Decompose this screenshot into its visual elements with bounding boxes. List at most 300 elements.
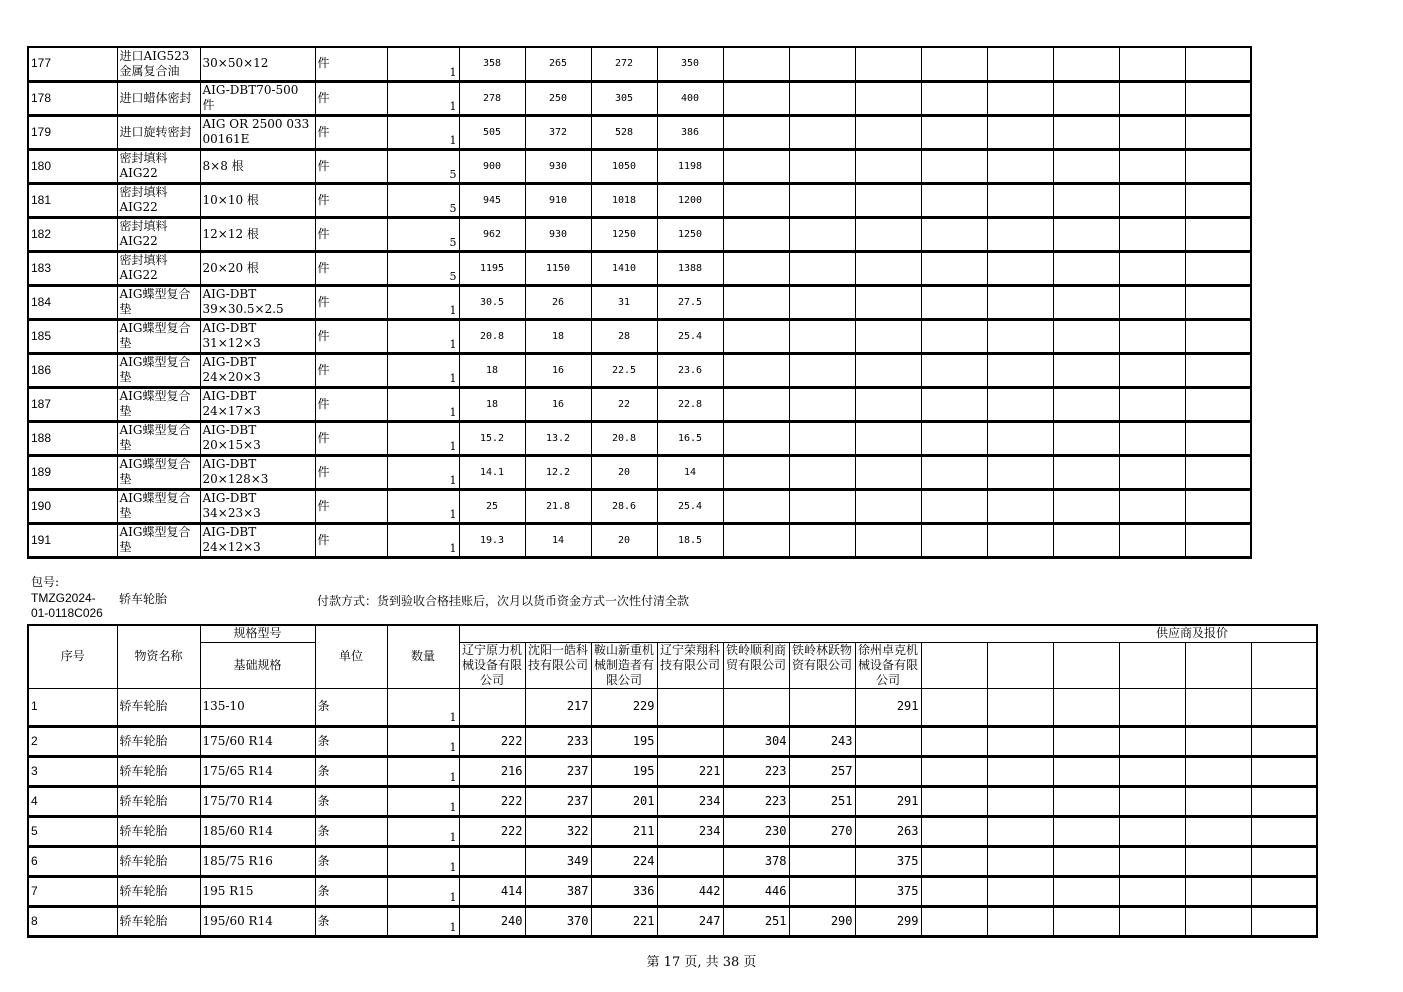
- row-index: 189: [28, 455, 117, 489]
- empty-cell: [1185, 688, 1251, 726]
- empty-cell: [987, 421, 1053, 455]
- row-index: 3: [28, 756, 117, 786]
- supplier-header: 徐州卓克机械设备有限公司: [855, 642, 921, 688]
- row-spec: 8×8 根: [200, 149, 315, 183]
- empty-cell: [789, 387, 855, 421]
- empty-cell: [1053, 756, 1119, 786]
- header-index: 序号: [28, 625, 117, 688]
- row-price: 962: [459, 217, 525, 251]
- empty-cell: [723, 455, 789, 489]
- row-price: [459, 688, 525, 726]
- empty-cell: [921, 876, 987, 906]
- empty-cell: [1119, 251, 1185, 285]
- empty-cell: [987, 387, 1053, 421]
- empty-cell: [1119, 489, 1185, 523]
- empty-cell: [789, 421, 855, 455]
- row-price: 372: [525, 115, 591, 149]
- row-price: 18: [525, 319, 591, 353]
- empty-cell: [921, 353, 987, 387]
- row-qty: 1: [387, 319, 459, 353]
- row-price: [789, 876, 855, 906]
- row-price: 211: [591, 816, 657, 846]
- row-unit: 件: [315, 489, 387, 523]
- row-price: 446: [723, 876, 789, 906]
- empty-cell: [987, 756, 1053, 786]
- empty-cell: [921, 421, 987, 455]
- row-price: 378: [723, 846, 789, 876]
- row-price: 1198: [657, 149, 723, 183]
- row-spec: 135-10: [200, 688, 315, 726]
- table-row: [28, 688, 1317, 726]
- empty-cell: [723, 115, 789, 149]
- empty-cell: [987, 523, 1053, 557]
- row-spec: AIG-DBT70-500 件: [200, 81, 315, 115]
- empty-cell: [1119, 523, 1185, 557]
- row-unit: 件: [315, 149, 387, 183]
- row-name: AIG蝶型复合垫: [117, 455, 200, 489]
- row-spec: 175/65 R14: [200, 756, 315, 786]
- empty-cell: [921, 756, 987, 786]
- empty-cell: [1251, 688, 1317, 726]
- empty-cell: [987, 217, 1053, 251]
- row-spec: 195/60 R14: [200, 906, 315, 936]
- supplier-header: 沈阳一皓科技有限公司: [525, 642, 591, 688]
- row-name: AIG蝶型复合垫: [117, 489, 200, 523]
- header-qty: 数量: [387, 625, 459, 688]
- empty-cell: [921, 642, 987, 688]
- row-qty: 5: [387, 251, 459, 285]
- tire-quote-table: [27, 624, 1318, 938]
- row-qty: 1: [387, 421, 459, 455]
- empty-cell: [987, 846, 1053, 876]
- row-price: 22: [591, 387, 657, 421]
- row-price: 20: [591, 455, 657, 489]
- empty-cell: [987, 115, 1053, 149]
- empty-cell: [855, 285, 921, 319]
- row-price: 387: [525, 876, 591, 906]
- row-price: 22.5: [591, 353, 657, 387]
- table-row: [28, 489, 1251, 523]
- row-price: 243: [789, 726, 855, 756]
- row-price: 263: [855, 816, 921, 846]
- empty-cell: [1251, 786, 1317, 816]
- table-row: [28, 906, 1317, 936]
- empty-cell: [921, 251, 987, 285]
- row-spec: 10×10 根: [200, 183, 315, 217]
- row-spec: 185/75 R16: [200, 846, 315, 876]
- row-price: 247: [657, 906, 723, 936]
- row-unit: 件: [315, 183, 387, 217]
- row-price: 20.8: [591, 421, 657, 455]
- row-price: 221: [591, 906, 657, 936]
- row-price: 414: [459, 876, 525, 906]
- empty-cell: [1053, 906, 1119, 936]
- empty-cell: [1053, 726, 1119, 756]
- empty-cell: [855, 455, 921, 489]
- empty-cell: [921, 816, 987, 846]
- empty-cell: [855, 319, 921, 353]
- empty-cell: [789, 47, 855, 81]
- empty-cell: [987, 786, 1053, 816]
- row-price: 250: [525, 81, 591, 115]
- row-qty: 1: [387, 786, 459, 816]
- row-price: 230: [723, 816, 789, 846]
- empty-cell: [987, 47, 1053, 81]
- empty-cell: [1119, 846, 1185, 876]
- empty-cell: [1119, 285, 1185, 319]
- quote-table-continued: [27, 46, 1252, 559]
- empty-cell: [789, 455, 855, 489]
- empty-cell: [1185, 387, 1251, 421]
- row-price: 1410: [591, 251, 657, 285]
- row-price: 221: [657, 756, 723, 786]
- row-price: 16: [525, 353, 591, 387]
- empty-cell: [1053, 319, 1119, 353]
- empty-cell: [1119, 688, 1185, 726]
- empty-cell: [987, 285, 1053, 319]
- empty-cell: [723, 81, 789, 115]
- empty-cell: [987, 455, 1053, 489]
- empty-cell: [921, 319, 987, 353]
- empty-cell: [987, 353, 1053, 387]
- empty-cell: [1119, 217, 1185, 251]
- row-qty: 1: [387, 523, 459, 557]
- row-name: 轿车轮胎: [117, 906, 200, 936]
- header-spec-group: 规格型号: [200, 625, 315, 642]
- empty-cell: [1251, 642, 1317, 688]
- supplier-header: 辽宁荣翔科技有限公司: [657, 642, 723, 688]
- row-price: 16: [525, 387, 591, 421]
- empty-cell: [789, 251, 855, 285]
- row-spec: 175/60 R14: [200, 726, 315, 756]
- table-row: [28, 876, 1317, 906]
- row-unit: 条: [315, 688, 387, 726]
- empty-cell: [855, 353, 921, 387]
- empty-cell: [855, 421, 921, 455]
- header-suppliers-group: 供应商及报价: [459, 625, 1317, 642]
- row-price: 930: [525, 149, 591, 183]
- empty-cell: [921, 285, 987, 319]
- row-price: 18.5: [657, 523, 723, 557]
- row-price: 299: [855, 906, 921, 936]
- row-price: [657, 726, 723, 756]
- row-index: 183: [28, 251, 117, 285]
- row-spec: AIG-DBT 24×20×3: [200, 353, 315, 387]
- row-price: [789, 846, 855, 876]
- empty-cell: [789, 217, 855, 251]
- table-row: [28, 183, 1251, 217]
- empty-cell: [789, 183, 855, 217]
- empty-cell: [987, 876, 1053, 906]
- table-row: [28, 421, 1251, 455]
- empty-cell: [723, 353, 789, 387]
- table-row: [28, 726, 1317, 756]
- empty-cell: [855, 149, 921, 183]
- row-price: 16.5: [657, 421, 723, 455]
- empty-cell: [1251, 756, 1317, 786]
- empty-cell: [1053, 816, 1119, 846]
- empty-cell: [1185, 786, 1251, 816]
- row-name: AIG蝶型复合垫: [117, 285, 200, 319]
- row-price: 21.8: [525, 489, 591, 523]
- row-price: 336: [591, 876, 657, 906]
- row-price: 1018: [591, 183, 657, 217]
- row-qty: 1: [387, 756, 459, 786]
- empty-cell: [1053, 846, 1119, 876]
- row-price: 195: [591, 756, 657, 786]
- row-price: 237: [525, 756, 591, 786]
- row-price: 1250: [591, 217, 657, 251]
- empty-cell: [1185, 353, 1251, 387]
- empty-cell: [855, 47, 921, 81]
- row-index: 7: [28, 876, 117, 906]
- empty-cell: [921, 523, 987, 557]
- table-row: [28, 149, 1251, 183]
- row-index: 188: [28, 421, 117, 455]
- row-price: 1250: [657, 217, 723, 251]
- row-unit: 条: [315, 906, 387, 936]
- empty-cell: [1251, 846, 1317, 876]
- table-row: [28, 319, 1251, 353]
- empty-cell: [723, 285, 789, 319]
- row-price: 28: [591, 319, 657, 353]
- table-row: [28, 217, 1251, 251]
- table-row: [28, 251, 1251, 285]
- empty-cell: [1053, 81, 1119, 115]
- row-name: 轿车轮胎: [117, 816, 200, 846]
- empty-cell: [1053, 642, 1119, 688]
- table-row: [28, 455, 1251, 489]
- empty-cell: [855, 183, 921, 217]
- row-name: AIG蝶型复合垫: [117, 353, 200, 387]
- table-row: [28, 285, 1251, 319]
- row-spec: 20×20 根: [200, 251, 315, 285]
- row-index: 4: [28, 786, 117, 816]
- row-qty: 1: [387, 846, 459, 876]
- row-name: 密封填料AIG22: [117, 251, 200, 285]
- row-price: 217: [525, 688, 591, 726]
- empty-cell: [921, 387, 987, 421]
- table-row: [28, 81, 1251, 115]
- row-unit: 件: [315, 47, 387, 81]
- row-price: 270: [789, 816, 855, 846]
- empty-cell: [1053, 786, 1119, 816]
- row-spec: AIG-DBT 34×23×3: [200, 489, 315, 523]
- package-label: 包号:: [31, 575, 60, 589]
- table-row: [28, 115, 1251, 149]
- empty-cell: [987, 489, 1053, 523]
- empty-cell: [1053, 455, 1119, 489]
- row-spec: AIG-DBT 24×17×3: [200, 387, 315, 421]
- empty-cell: [1119, 47, 1185, 81]
- empty-cell: [855, 387, 921, 421]
- empty-cell: [1053, 251, 1119, 285]
- empty-cell: [1053, 489, 1119, 523]
- row-price: 350: [657, 47, 723, 81]
- row-index: 182: [28, 217, 117, 251]
- empty-cell: [1185, 217, 1251, 251]
- header-unit: 单位: [315, 625, 387, 688]
- empty-cell: [921, 455, 987, 489]
- row-price: 224: [591, 846, 657, 876]
- row-price: [789, 688, 855, 726]
- row-price: [855, 756, 921, 786]
- row-spec: AIG-DBT 20×128×3: [200, 455, 315, 489]
- empty-cell: [723, 421, 789, 455]
- package-code-line2: 01-0118C026: [31, 606, 103, 620]
- empty-cell: [1185, 285, 1251, 319]
- empty-cell: [1119, 906, 1185, 936]
- row-unit: 件: [315, 115, 387, 149]
- empty-cell: [1053, 688, 1119, 726]
- empty-cell: [1185, 47, 1251, 81]
- row-name: AIG蝶型复合垫: [117, 319, 200, 353]
- supplier-header: 鞍山新重机械制造者有限公司: [591, 642, 657, 688]
- row-price: 251: [789, 786, 855, 816]
- row-price: [855, 726, 921, 756]
- empty-cell: [1119, 353, 1185, 387]
- row-price: 25.4: [657, 319, 723, 353]
- empty-cell: [723, 387, 789, 421]
- empty-cell: [987, 149, 1053, 183]
- row-name: AIG蝶型复合垫: [117, 523, 200, 557]
- empty-cell: [1053, 183, 1119, 217]
- empty-cell: [921, 906, 987, 936]
- row-price: 26: [525, 285, 591, 319]
- row-spec: 12×12 根: [200, 217, 315, 251]
- row-unit: 件: [315, 387, 387, 421]
- empty-cell: [789, 285, 855, 319]
- row-qty: 1: [387, 906, 459, 936]
- row-unit: 条: [315, 876, 387, 906]
- row-unit: 条: [315, 786, 387, 816]
- empty-cell: [987, 688, 1053, 726]
- empty-cell: [789, 489, 855, 523]
- empty-cell: [723, 183, 789, 217]
- row-price: 31: [591, 285, 657, 319]
- row-price: 234: [657, 786, 723, 816]
- row-qty: 1: [387, 47, 459, 81]
- row-index: 178: [28, 81, 117, 115]
- empty-cell: [987, 726, 1053, 756]
- row-name: 密封填料AIG22: [117, 183, 200, 217]
- empty-cell: [1053, 523, 1119, 557]
- row-price: 15.2: [459, 421, 525, 455]
- row-price: 240: [459, 906, 525, 936]
- row-price: 20.8: [459, 319, 525, 353]
- empty-cell: [1053, 285, 1119, 319]
- row-index: 2: [28, 726, 117, 756]
- empty-cell: [1119, 387, 1185, 421]
- row-qty: 1: [387, 726, 459, 756]
- row-price: 19.3: [459, 523, 525, 557]
- row-price: 290: [789, 906, 855, 936]
- empty-cell: [921, 846, 987, 876]
- row-name: 轿车轮胎: [117, 756, 200, 786]
- empty-cell: [1119, 642, 1185, 688]
- row-price: 528: [591, 115, 657, 149]
- row-index: 179: [28, 115, 117, 149]
- empty-cell: [1119, 726, 1185, 756]
- row-price: 18: [459, 387, 525, 421]
- empty-cell: [1119, 183, 1185, 217]
- row-price: 272: [591, 47, 657, 81]
- row-name: 进口AIG523金属复合油: [117, 47, 200, 81]
- row-price: 20: [591, 523, 657, 557]
- row-index: 8: [28, 906, 117, 936]
- empty-cell: [1185, 421, 1251, 455]
- row-price: 349: [525, 846, 591, 876]
- empty-cell: [1185, 251, 1251, 285]
- row-price: 12.2: [525, 455, 591, 489]
- row-price: 223: [723, 756, 789, 786]
- empty-cell: [723, 149, 789, 183]
- row-price: 278: [459, 81, 525, 115]
- empty-cell: [1185, 115, 1251, 149]
- empty-cell: [921, 688, 987, 726]
- row-price: 13.2: [525, 421, 591, 455]
- package-name: 轿车轮胎: [119, 592, 168, 606]
- row-price: 505: [459, 115, 525, 149]
- row-price: 229: [591, 688, 657, 726]
- row-index: 181: [28, 183, 117, 217]
- row-price: [459, 846, 525, 876]
- row-unit: 件: [315, 217, 387, 251]
- row-price: 14.1: [459, 455, 525, 489]
- row-price: [723, 688, 789, 726]
- row-name: 进口蜡体密封: [117, 81, 200, 115]
- row-price: 1195: [459, 251, 525, 285]
- row-price: 442: [657, 876, 723, 906]
- row-price: 234: [657, 816, 723, 846]
- row-price: 222: [459, 786, 525, 816]
- row-price: [657, 846, 723, 876]
- table-row: [28, 816, 1317, 846]
- empty-cell: [1053, 115, 1119, 149]
- row-qty: 1: [387, 115, 459, 149]
- empty-cell: [987, 81, 1053, 115]
- row-unit: 件: [315, 421, 387, 455]
- row-price: 370: [525, 906, 591, 936]
- row-qty: 1: [387, 688, 459, 726]
- empty-cell: [1251, 726, 1317, 756]
- empty-cell: [1251, 876, 1317, 906]
- row-price: 322: [525, 816, 591, 846]
- empty-cell: [1185, 489, 1251, 523]
- row-unit: 件: [315, 81, 387, 115]
- empty-cell: [1119, 816, 1185, 846]
- row-price: 304: [723, 726, 789, 756]
- row-price: 900: [459, 149, 525, 183]
- row-price: 400: [657, 81, 723, 115]
- row-qty: 1: [387, 81, 459, 115]
- row-price: 216: [459, 756, 525, 786]
- supplier-header: 辽宁原力机械设备有限公司: [459, 642, 525, 688]
- empty-cell: [789, 81, 855, 115]
- row-price: 375: [855, 876, 921, 906]
- empty-cell: [1119, 421, 1185, 455]
- row-qty: 1: [387, 353, 459, 387]
- row-price: 14: [525, 523, 591, 557]
- empty-cell: [789, 149, 855, 183]
- row-price: 358: [459, 47, 525, 81]
- row-qty: 5: [387, 149, 459, 183]
- empty-cell: [987, 642, 1053, 688]
- table-row: [28, 353, 1251, 387]
- table-row: [28, 523, 1251, 557]
- row-index: 5: [28, 816, 117, 846]
- empty-cell: [789, 319, 855, 353]
